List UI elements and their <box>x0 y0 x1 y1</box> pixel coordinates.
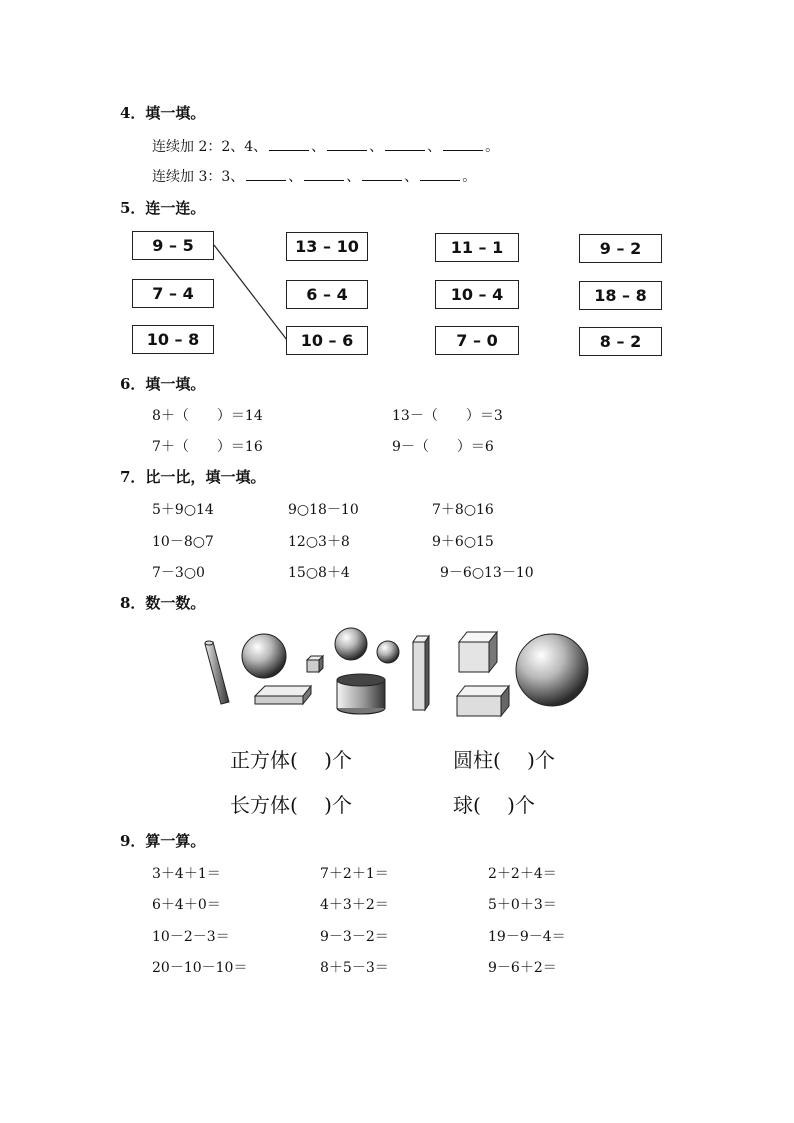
cube-shape <box>459 632 497 672</box>
q4-line-2-prefix: 连续加 3：3、 <box>152 169 245 185</box>
compare-expression[interactable]: 9＋6○15 <box>432 534 494 550</box>
q8-heading: 8．数一数。 <box>120 594 206 612</box>
q5-heading: 5．连一连。 <box>120 199 206 217</box>
expr-box[interactable]: 13 – 10 <box>286 232 368 261</box>
separator: 、 <box>404 169 419 185</box>
separator: 、 <box>311 139 326 155</box>
separator: 、 <box>346 169 361 185</box>
calc-expression[interactable]: 5＋0＋3＝ <box>488 897 557 913</box>
expr-box[interactable]: 18 – 8 <box>579 281 662 310</box>
separator: 、 <box>369 139 384 155</box>
q6-heading: 6．填一填。 <box>120 375 206 393</box>
compare-expression[interactable]: 12○3＋8 <box>288 534 350 550</box>
expr-box[interactable]: 10 – 8 <box>132 325 214 354</box>
period: 。 <box>485 139 500 155</box>
cylinder-rod-shape <box>205 641 229 704</box>
compare-expression[interactable]: 7＋8○16 <box>432 502 494 518</box>
calc-expression[interactable]: 8＋5－3＝ <box>320 960 389 976</box>
compare-expression[interactable]: 10－8○7 <box>152 534 214 550</box>
cuboid-count-label[interactable]: 长方体( )个 <box>230 793 352 817</box>
cylinder-shape <box>337 674 385 714</box>
compare-expression[interactable]: 9－6○13－10 <box>440 565 534 581</box>
q4-line-1-prefix: 连续加 2：2、4、 <box>152 139 268 155</box>
period: 。 <box>462 169 477 185</box>
calc-expression[interactable]: 7＋2＋1＝ <box>320 866 389 882</box>
compare-expression[interactable]: 7－3○0 <box>152 565 205 581</box>
expr-box[interactable]: 9 – 2 <box>579 234 662 263</box>
separator: 、 <box>288 169 303 185</box>
tall-cuboid-shape <box>413 636 429 710</box>
expr-box[interactable]: 10 – 6 <box>286 326 368 355</box>
compare-expression[interactable]: 5＋9○14 <box>152 502 214 518</box>
q7-heading: 7．比一比，填一填。 <box>120 468 266 486</box>
fill-expression[interactable]: 8＋（ ）＝14 <box>152 408 263 424</box>
fill-expression[interactable]: 13－（ ）＝3 <box>392 408 503 424</box>
expr-box[interactable]: 7 – 4 <box>132 279 214 308</box>
q9-heading: 9．算一算。 <box>120 832 206 850</box>
sphere-count-label[interactable]: 球( )个 <box>453 793 535 817</box>
sphere-shape <box>516 634 588 706</box>
calc-expression[interactable]: 3＋4＋1＝ <box>152 866 221 882</box>
sphere-shape <box>335 628 367 660</box>
calc-expression[interactable]: 9－3－2＝ <box>320 929 389 945</box>
calc-expression[interactable]: 9－6＋2＝ <box>488 960 557 976</box>
calc-expression[interactable]: 2＋2＋4＝ <box>488 866 557 882</box>
separator: 、 <box>427 139 442 155</box>
q4-heading: 4．填一填。 <box>120 104 206 122</box>
calc-expression[interactable]: 10－2－3＝ <box>152 929 230 945</box>
cuboid-shape <box>457 686 509 716</box>
expr-box[interactable]: 6 – 4 <box>286 280 368 309</box>
expr-box[interactable]: 11 – 1 <box>435 233 519 262</box>
fill-expression[interactable]: 7＋（ ）＝16 <box>152 439 263 455</box>
small-cube-shape <box>307 656 323 672</box>
calc-expression[interactable]: 20－10－10＝ <box>152 960 248 976</box>
calc-expression[interactable]: 6＋4＋0＝ <box>152 897 221 913</box>
solid-shapes-illustration <box>195 622 595 718</box>
expr-box[interactable]: 8 – 2 <box>579 327 662 356</box>
compare-expression[interactable]: 15○8＋4 <box>288 565 350 581</box>
calc-expression[interactable]: 4＋3＋2＝ <box>320 897 389 913</box>
expr-box[interactable]: 7 – 0 <box>435 326 519 355</box>
calc-expression[interactable]: 19－9－4＝ <box>488 929 566 945</box>
fill-expression[interactable]: 9－（ ）＝6 <box>392 439 494 455</box>
cuboid-flat-shape <box>255 686 311 704</box>
sphere-shape <box>377 641 399 663</box>
cylinder-count-label[interactable]: 圆柱( )个 <box>453 748 555 772</box>
compare-expression[interactable]: 9○18－10 <box>288 502 359 518</box>
sphere-shape <box>242 634 286 678</box>
expr-box[interactable]: 10 – 4 <box>435 280 519 309</box>
cube-count-label[interactable]: 正方体( )个 <box>230 748 352 772</box>
expr-box[interactable]: 9 – 5 <box>132 231 214 260</box>
